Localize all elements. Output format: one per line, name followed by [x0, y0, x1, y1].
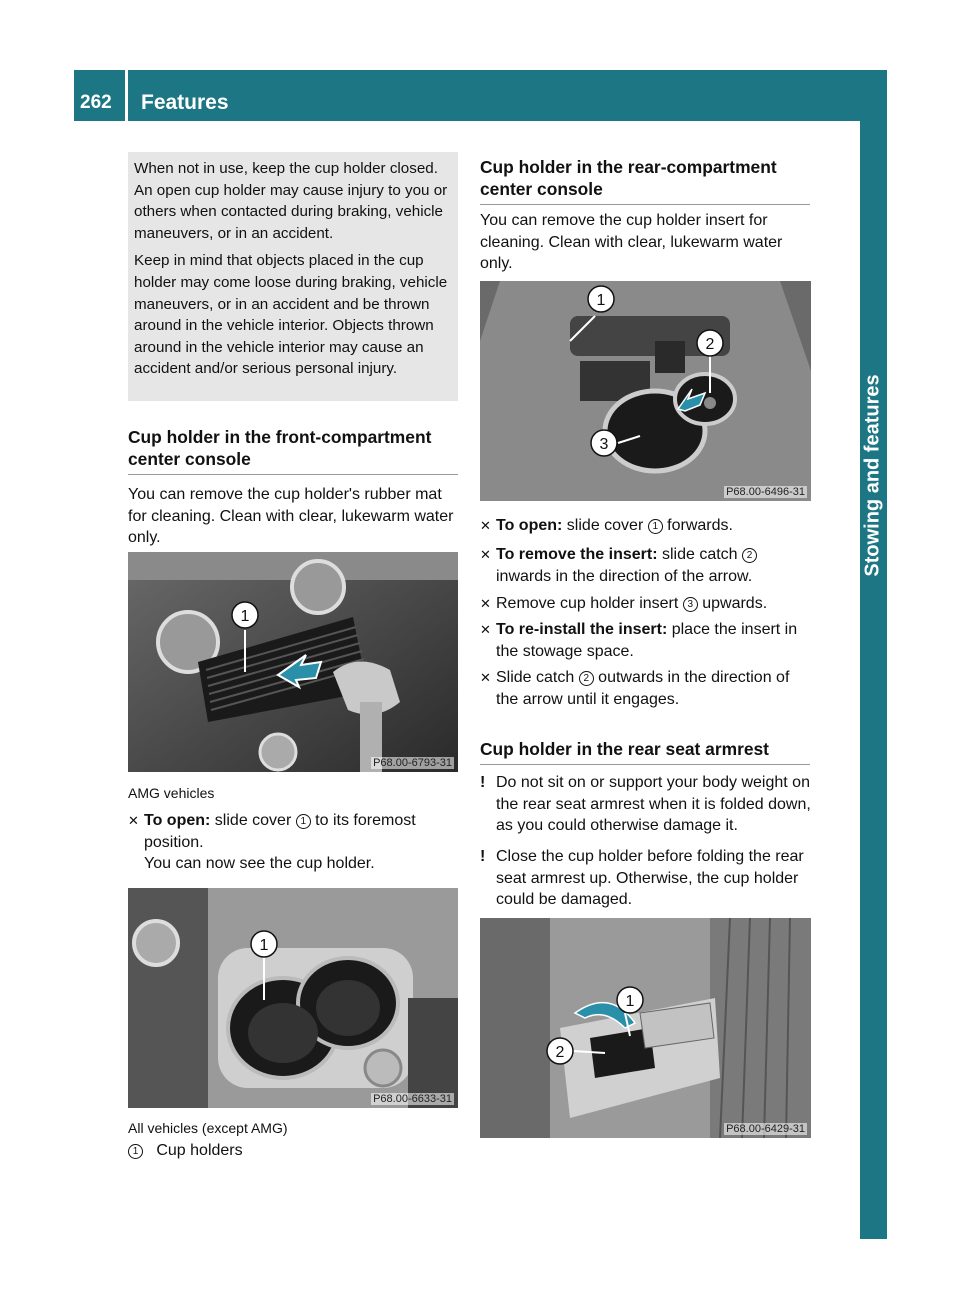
photo-reference: P68.00-6633-31 [373, 1093, 452, 1105]
side-tab-label: Stowing and features [861, 373, 884, 577]
warning-box [128, 152, 458, 401]
svg-text:3: 3 [599, 436, 609, 453]
front-intro: You can remove the cup holder's rubber mat for cleaning. Clean with clear, lukewarm water only. [128, 486, 454, 546]
section-heading-rear-console: Cup holder in the rear-compartment center console [480, 156, 810, 205]
section-heading-front: Cup holder in the front-compartment center console [128, 426, 458, 475]
step-arrow-icon: ✕ [480, 518, 491, 533]
step-arrow-icon: ✕ [480, 670, 491, 685]
photo-reference: P68.00-6793-31 [373, 757, 452, 769]
step-slide-catch: ✕ Slide catch 2 outwards in the direction of the arrow until it engages. [480, 669, 790, 708]
svg-text:1: 1 [259, 937, 269, 954]
step-arrow-icon: ✕ [480, 596, 491, 611]
step-arrow-icon: ✕ [480, 547, 491, 562]
side-tab-marker [860, 870, 887, 896]
warning-paragraph: When not in use, keep the cup holder closed. An open cup holder may cause injury to you or others when contacted during braking, vehicle maneuvers, or in an accident. [134, 160, 448, 242]
step-arrow-icon: ✕ [480, 622, 491, 637]
legend-cup-holders: 1 Cup holders [128, 1142, 243, 1160]
warning-paragraph: Keep in mind that objects placed in the cup holder may come loose during braking, vehicle maneuvers, or in an accident and be thrown around in the vehicle interior. Objects thrown around in the vehicle interior may cause an accident and/or serious personal injury. [134, 252, 448, 378]
page-title: Features [141, 91, 229, 114]
photo-amg-console [128, 552, 458, 772]
caption-amg: AMG vehicles [128, 785, 215, 801]
svg-text:1: 1 [625, 993, 635, 1010]
step-arrow-icon: ✕ [128, 813, 139, 828]
section-heading-rear-armrest: Cup holder in the rear seat armrest [480, 738, 810, 765]
step-open-front: ✕ To open: slide cover 1 to its foremost position. You can now see the cup holder. [128, 812, 416, 872]
svg-text:1: 1 [596, 292, 606, 309]
photo-reference: P68.00-6496-31 [726, 486, 805, 498]
photo-rear-armrest [480, 918, 811, 1138]
header-divider [125, 70, 128, 121]
step-reinstall-insert: ✕ To re-install the insert: place the insert in the stowage space. [480, 621, 798, 660]
photo-rear-console [480, 281, 811, 501]
step-remove-insert: ✕ To remove the insert: slide catch 2 inwards in the direction of the arrow. [480, 544, 812, 587]
caption-standard: All vehicles (except AMG) [128, 1120, 288, 1136]
page-number: 262 [80, 92, 112, 113]
photo-reference: P68.00-6429-31 [726, 1123, 805, 1135]
note-close-cup-holder: ! Close the cup holder before folding the rear seat armrest up. Otherwise, the cup holder could be damaged. [480, 848, 804, 908]
warning-icon: ! [480, 774, 486, 791]
svg-text:2: 2 [555, 1044, 565, 1061]
callout-number: 1 [128, 1144, 143, 1159]
rear-console-intro: You can remove the cup holder insert for cleaning. Clean with clear, lukewarm water only. [480, 212, 783, 272]
svg-text:2: 2 [705, 336, 715, 353]
photo-standard-console [128, 888, 458, 1108]
step-rear-open: ✕ To open: slide cover 1 forwards. [480, 515, 812, 537]
callout-1: 1 [240, 608, 250, 625]
warning-icon: ! [480, 848, 486, 865]
note-armrest-weight: ! Do not sit on or support your body weight on the rear seat armrest when it is folded down, as you could otherwise damage it. [480, 774, 811, 834]
side-tab [860, 121, 887, 1239]
callout-number: 1 [296, 814, 311, 829]
step-remove-cup-holder: ✕ Remove cup holder insert 3 upwards. [480, 593, 812, 615]
